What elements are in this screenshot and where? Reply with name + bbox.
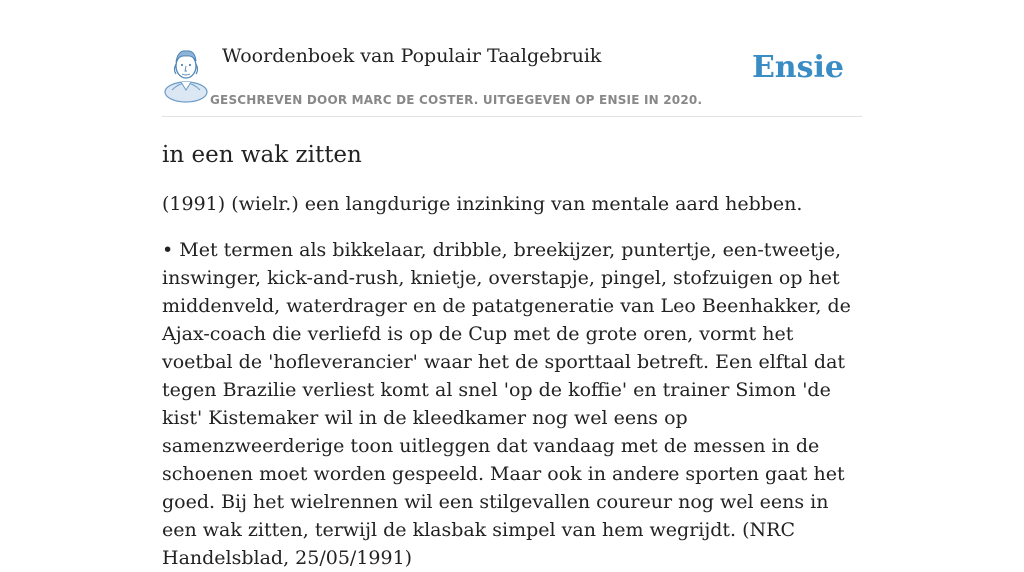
book-title[interactable]: Woordenboek van Populair Taalgebruik [222, 45, 602, 67]
entry-example: • Met termen als bikkelaar, dribble, breekijzer, puntertje, een-tweetje, inswinger, kick-and-rush, knietje, overstapje, pingel, stofzuigen op het middenveld, waterdrager en de patatgeneratie van Leo Beenhakker, de Ajax-coach die verliefd is op de Cup met de grote oren, vormt het voetbal de 'hofleverancier' waar het de sporttaal betreft. Een elftal dat tegen Brazilie verliest komt al snel 'op de koffie' en trainer Simon 'de kist' Kistemaker wil in de kleedkamer nog wel eens op samenzweerderige toon uitleggen dat vandaag met de messen in de schoenen moet worden gespeeld. Maar ook in andere sporten gaat het goed. Bij het wielrennen wil een stilgevallen coureur nog wel eens in een wak zitten, terwijl de klasbak simpel van hem wegrijdt. (NRC Handelsblad, 25/05/1991) [162, 239, 851, 569]
ensie-logo[interactable]: Ensie [751, 50, 844, 85]
author-byline: GESCHREVEN DOOR MARC DE COSTER. UITGEGEVEN OP ENSIE IN 2020. [210, 93, 703, 107]
book-header [162, 0, 862, 117]
page-container [162, 0, 862, 569]
entry-definition: (1991) (wielr.) een langdurige inzinking van mentale aard hebben. [162, 193, 803, 215]
entry-term: in een wak zitten [162, 142, 362, 168]
author-portrait-icon [164, 46, 208, 96]
